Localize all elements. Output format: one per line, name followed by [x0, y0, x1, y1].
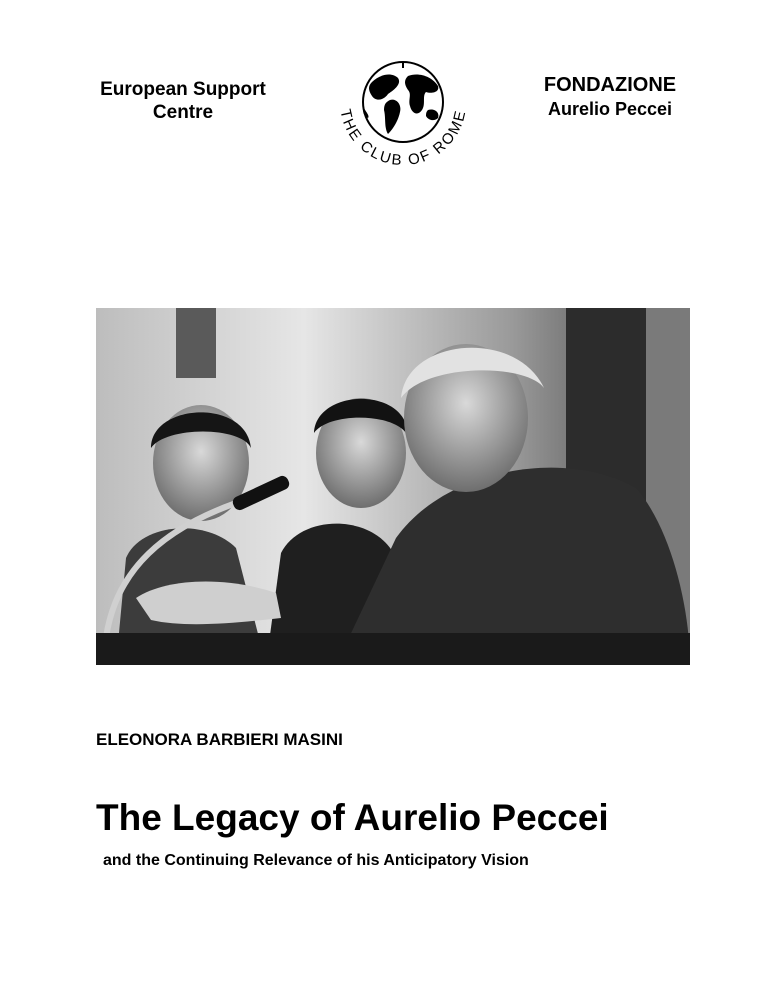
book-title: The Legacy of Aurelio Peccei — [96, 797, 609, 838]
european-support-centre-label — [78, 78, 288, 124]
right-org-line2: Aurelio Peccei — [547, 99, 673, 119]
photo-illustration — [96, 308, 690, 665]
club-of-rome-logo — [328, 60, 478, 180]
globe-icon — [363, 62, 443, 142]
left-org-line1: European Support — [100, 79, 266, 100]
right-org-line1: FONDAZIONE — [543, 74, 677, 96]
cover-photo — [96, 308, 690, 665]
logo-arc-text: THE CLUB OF ROME — [336, 107, 470, 170]
book-subtitle: and the Continuing Relevance of his Anticipatory Vision — [103, 852, 529, 869]
left-org-line2: Centre — [152, 102, 214, 123]
author-name: ELEONORA BARBIERI MASINI — [96, 730, 343, 749]
fondazione-label — [520, 72, 700, 120]
